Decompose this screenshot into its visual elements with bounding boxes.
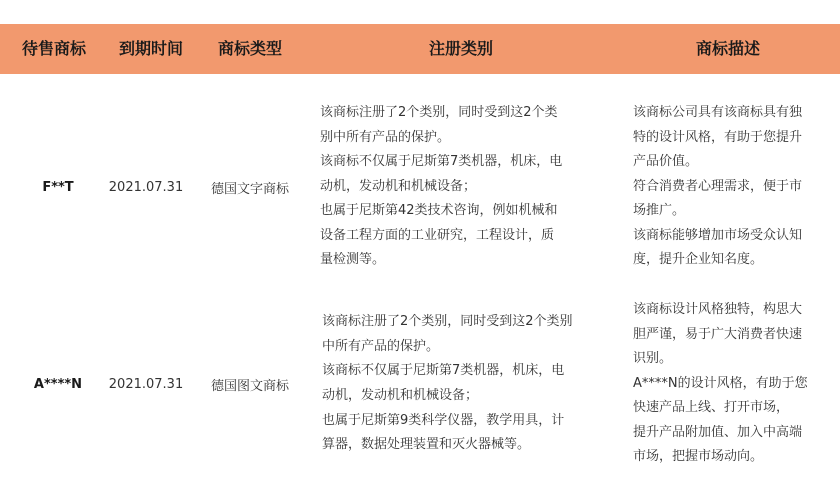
description-line: 符合消费者心理需求，便于市 xyxy=(633,178,803,194)
category-line: 动机，发动机和机械设备； xyxy=(320,178,477,194)
description-line: 胆严谨，易于广大消费者快速 xyxy=(633,326,803,342)
table-row xyxy=(0,82,840,292)
description-line: 提升产品附加值、加入中高端 xyxy=(633,424,803,440)
category-line: 该商标注册了2个类别，同时受到这2个类 xyxy=(320,104,558,120)
description-line: 特的设计风格，有助于您提升 xyxy=(633,129,803,145)
category-line: 该商标注册了2个类别，同时受到这2个类别 xyxy=(322,314,573,330)
description-line: 场推广。 xyxy=(633,203,686,219)
description-line: 产品价值。 xyxy=(633,154,699,170)
trademark-description xyxy=(633,82,833,292)
trademark-name: A****N xyxy=(33,376,83,392)
header-trademark-type: 商标类型 xyxy=(217,39,282,58)
registration-categories xyxy=(320,82,610,292)
description-line: 市场，把握市场动向。 xyxy=(633,449,764,465)
description-line: 该商标公司具有该商标具有独 xyxy=(633,104,803,120)
description-line: A****N的设计风格，有助于您 xyxy=(633,375,808,391)
category-line: 动机，发动机和机械设备； xyxy=(322,388,479,403)
category-line: 该商标不仅属于尼斯第7类机器，机床，电 xyxy=(320,154,563,170)
description-line: 识别。 xyxy=(633,351,673,367)
header-trademark-description: 商标描述 xyxy=(695,39,760,58)
trademark-type: 德国图文商标 xyxy=(210,378,289,394)
category-line: 该商标不仅属于尼斯第7类机器，机床，电 xyxy=(322,363,565,379)
category-line: 算器，数据处理装置和灭火器械等。 xyxy=(322,437,531,453)
header-registration-categories: 注册类别 xyxy=(428,39,493,58)
category-line: 也属于尼斯第42类技术咨询，例如机械和 xyxy=(320,203,558,219)
category-line: 别中所有产品的保护。 xyxy=(320,129,451,145)
trademark-name: F**T xyxy=(42,179,74,195)
table-header xyxy=(0,24,840,74)
expiry-date: 2021.07.31 xyxy=(108,179,184,195)
header-expiry-date: 到期时间 xyxy=(118,39,183,58)
header-trademark-for-sale: 待售商标 xyxy=(21,39,86,58)
description-line: 度，提升企业知名度。 xyxy=(633,252,764,268)
description-line: 该商标设计风格独特，构思大 xyxy=(633,301,803,317)
category-line: 中所有产品的保护。 xyxy=(322,338,440,354)
trademark-type: 德国文字商标 xyxy=(210,181,289,197)
category-line: 设备工程方面的工业研究，工程设计，质 xyxy=(320,227,555,243)
description-line: 该商标能够增加市场受众认知 xyxy=(633,227,803,243)
category-line: 也属于尼斯第9类科学仪器，教学用具，计 xyxy=(322,412,565,428)
table-row xyxy=(0,296,840,472)
expiry-date: 2021.07.31 xyxy=(108,376,184,392)
trademark-description xyxy=(633,296,833,472)
category-line: 量检测等。 xyxy=(320,252,386,268)
registration-categories xyxy=(322,296,612,472)
description-line: 快速产品上线、打开市场， xyxy=(633,400,790,416)
